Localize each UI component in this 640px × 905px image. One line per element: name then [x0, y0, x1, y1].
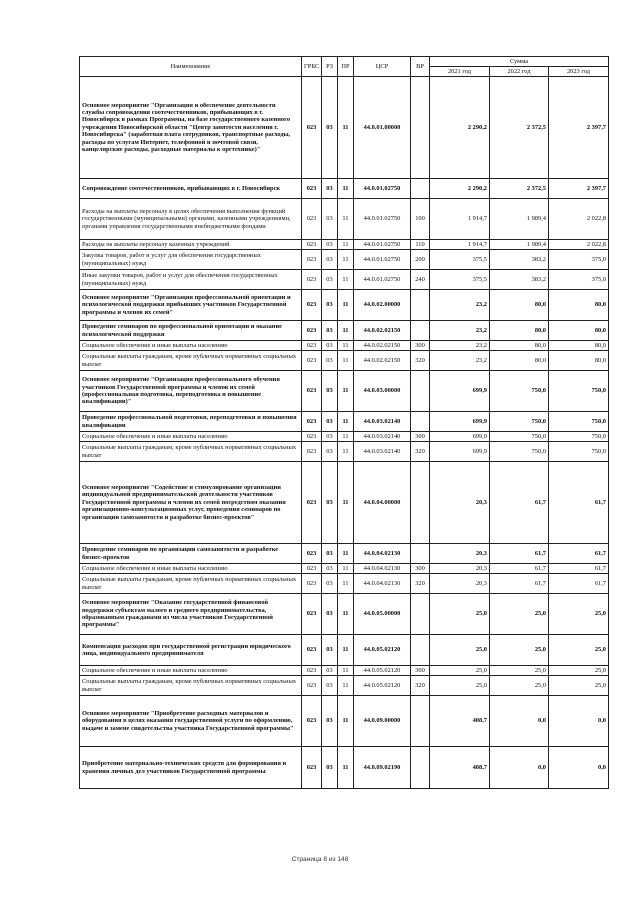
cell-rz: 03 — [322, 341, 338, 351]
cell-csr: 44.0.02.02150 — [354, 341, 411, 351]
cell-grbs: 023 — [302, 676, 322, 696]
cell-rz: 03 — [322, 696, 338, 747]
table-row — [80, 412, 609, 432]
cell-y2: 750,0 — [490, 442, 549, 462]
cell-grbs: 023 — [302, 594, 322, 635]
cell-name: Расходы на выплаты персоналу в целях обеспечения выполнения функций государственными (муниципальными) органами, казенными учреждениями, органами управления государственными внебюджетными фондами — [80, 199, 302, 240]
cell-pr: 11 — [338, 341, 354, 351]
cell-name: Иные закупки товаров, работ и услуг для обеспечения государственных (муниципальных) нужд — [80, 270, 302, 290]
cell-csr: 44.0.04.02130 — [354, 564, 411, 574]
cell-grbs: 023 — [302, 412, 322, 432]
cell-pr: 11 — [338, 290, 354, 321]
cell-y3: 61,7 — [549, 462, 609, 544]
cell-name: Социальное обеспечение и иные выплаты населению — [80, 666, 302, 676]
table-row — [80, 442, 609, 462]
table-row — [80, 341, 609, 351]
cell-csr: 44.0.05.02120 — [354, 666, 411, 676]
header-year-2023: 2023 год — [549, 67, 609, 77]
cell-grbs: 023 — [302, 666, 322, 676]
cell-y1: 2 290,2 — [430, 77, 490, 179]
cell-vr — [411, 696, 430, 747]
table-body — [80, 77, 609, 789]
cell-csr: 44.0.09.02190 — [354, 747, 411, 789]
cell-grbs: 023 — [302, 77, 322, 179]
cell-vr: 300 — [411, 341, 430, 351]
cell-y2: 2 372,5 — [490, 179, 549, 199]
cell-y1: 699,9 — [430, 412, 490, 432]
cell-rz: 03 — [322, 270, 338, 290]
cell-name: Социальное обеспечение и иные выплаты населению — [80, 432, 302, 442]
cell-vr — [411, 371, 430, 412]
header-csr: ЦСР — [354, 57, 411, 77]
cell-rz: 03 — [322, 635, 338, 666]
cell-y1: 20,3 — [430, 544, 490, 564]
cell-rz: 03 — [322, 594, 338, 635]
cell-grbs: 023 — [302, 199, 322, 240]
table-row — [80, 321, 609, 341]
cell-y2: 750,0 — [490, 432, 549, 442]
cell-vr: 320 — [411, 676, 430, 696]
cell-name: Основное мероприятие "Организация профессиональной ориентации и психологической поддержки прибывших участников Государственной программы и членов их семей" — [80, 290, 302, 321]
cell-y3: 61,7 — [549, 574, 609, 594]
cell-rz: 03 — [322, 442, 338, 462]
cell-grbs: 023 — [302, 544, 322, 564]
cell-name: Основное мероприятие "Организация профессионального обучения участников Государственной программы и членов их семей (профессиональная подготовка, переподготовка и повышение квалификации)" — [80, 371, 302, 412]
table-row — [80, 747, 609, 789]
cell-rz: 03 — [322, 676, 338, 696]
cell-y2: 750,0 — [490, 371, 549, 412]
cell-csr: 44.0.02.02150 — [354, 321, 411, 341]
cell-pr: 11 — [338, 635, 354, 666]
cell-pr: 11 — [338, 77, 354, 179]
cell-y3: 750,0 — [549, 371, 609, 412]
cell-vr: 110 — [411, 240, 430, 250]
cell-csr: 44.0.01.02750 — [354, 240, 411, 250]
cell-y2: 750,0 — [490, 412, 549, 432]
cell-name: Основное мероприятие "Приобретение расходных материалов и оборудования в целях оказания государственной услуги по оформлению, выдаче и замене свидетельства участника Государственной программы" — [80, 696, 302, 747]
table-row — [80, 240, 609, 250]
cell-y1: 20,3 — [430, 564, 490, 574]
header-year-2021: 2021 год — [430, 67, 490, 77]
table-row — [80, 250, 609, 270]
table-row — [80, 77, 609, 179]
cell-y3: 375,0 — [549, 270, 609, 290]
cell-y1: 25,0 — [430, 635, 490, 666]
cell-pr: 11 — [338, 432, 354, 442]
cell-rz: 03 — [322, 250, 338, 270]
cell-rz: 03 — [322, 199, 338, 240]
cell-name: Социальные выплаты гражданам, кроме публичных нормативных социальных выплат — [80, 676, 302, 696]
table-row — [80, 666, 609, 676]
cell-csr: 44.0.04.00000 — [354, 462, 411, 544]
cell-pr: 11 — [338, 270, 354, 290]
cell-grbs: 023 — [302, 432, 322, 442]
cell-csr: 44.0.04.02130 — [354, 544, 411, 564]
cell-grbs: 023 — [302, 290, 322, 321]
cell-y1: 375,5 — [430, 270, 490, 290]
cell-y1: 23,2 — [430, 351, 490, 371]
page-number: Страница 8 из 148 — [291, 856, 349, 863]
cell-grbs: 023 — [302, 696, 322, 747]
header-name: Наименование — [80, 57, 302, 77]
cell-y2: 80,0 — [490, 341, 549, 351]
cell-rz: 03 — [322, 564, 338, 574]
cell-name: Основное мероприятие "Организация и обеспечение деятельности службы сопровождения соотечественников, прибывающих в г. Новосибирск в рамках Программы, на базе государственного казенного учреждения Новосибирской области "Центр занятости населения г. Новосибирска" (заработная плата сотрудников, транспортные расходы, расходы по услугам Интернет, телефонной и почтовой связи, канцелярские расходы, расходные материалы к оргтехнике)" — [80, 77, 302, 179]
cell-csr: 44.0.04.02130 — [354, 574, 411, 594]
cell-y1: 25,0 — [430, 666, 490, 676]
cell-y1: 25,0 — [430, 594, 490, 635]
cell-vr — [411, 321, 430, 341]
cell-y2: 383,2 — [490, 270, 549, 290]
cell-y3: 80,0 — [549, 321, 609, 341]
cell-csr: 44.0.01.02750 — [354, 270, 411, 290]
cell-grbs: 023 — [302, 351, 322, 371]
table-row — [80, 179, 609, 199]
cell-y3: 2 397,7 — [549, 179, 609, 199]
cell-pr: 11 — [338, 412, 354, 432]
cell-pr: 11 — [338, 747, 354, 789]
cell-y3: 2 397,7 — [549, 77, 609, 179]
cell-vr — [411, 462, 430, 544]
cell-csr: 44.0.01.02750 — [354, 179, 411, 199]
cell-y2: 383,2 — [490, 250, 549, 270]
cell-y3: 61,7 — [549, 544, 609, 564]
cell-name: Расходы на выплаты персоналу казенных учреждений — [80, 240, 302, 250]
cell-y3: 750,0 — [549, 412, 609, 432]
cell-pr: 11 — [338, 544, 354, 564]
cell-csr: 44.0.03.02140 — [354, 412, 411, 432]
cell-y3: 25,0 — [549, 594, 609, 635]
cell-y1: 1 914,7 — [430, 240, 490, 250]
cell-y3: 2 022,8 — [549, 240, 609, 250]
cell-rz: 03 — [322, 462, 338, 544]
cell-name: Проведение профессиональной подготовки, переподготовки и повышения квалификации — [80, 412, 302, 432]
cell-vr: 300 — [411, 666, 430, 676]
cell-vr: 240 — [411, 270, 430, 290]
table-row — [80, 432, 609, 442]
cell-csr: 44.0.02.00000 — [354, 290, 411, 321]
cell-csr: 44.0.02.02150 — [354, 351, 411, 371]
cell-y2: 61,7 — [490, 544, 549, 564]
table-row — [80, 290, 609, 321]
cell-rz: 03 — [322, 747, 338, 789]
cell-name: Основное мероприятие "Содействие и стимулирование организации индивидуальной предпринимательской деятельности участников Государственной программы и членов их семей посредством оказания организационно-консультационных услуг, проведения семинаров по организации самозанятости и разработке бизнес-проектов" — [80, 462, 302, 544]
cell-y1: 375,5 — [430, 250, 490, 270]
cell-grbs: 023 — [302, 270, 322, 290]
cell-vr: 100 — [411, 199, 430, 240]
cell-csr: 44.0.01.02750 — [354, 199, 411, 240]
cell-pr: 11 — [338, 594, 354, 635]
cell-grbs: 023 — [302, 341, 322, 351]
cell-y1: 699,9 — [430, 432, 490, 442]
cell-rz: 03 — [322, 77, 338, 179]
cell-y1: 408,7 — [430, 747, 490, 789]
header-vr: ВР — [411, 57, 430, 77]
cell-y3: 80,0 — [549, 351, 609, 371]
cell-vr — [411, 412, 430, 432]
cell-y3: 61,7 — [549, 564, 609, 574]
table-row — [80, 574, 609, 594]
cell-y3: 0,0 — [549, 696, 609, 747]
cell-grbs: 023 — [302, 371, 322, 412]
cell-y1: 25,0 — [430, 676, 490, 696]
cell-rz: 03 — [322, 544, 338, 564]
cell-name: Социальное обеспечение и иные выплаты населению — [80, 564, 302, 574]
cell-name: Социальные выплаты гражданам, кроме публичных нормативных социальных выплат — [80, 442, 302, 462]
table-header — [80, 57, 609, 77]
cell-y3: 750,0 — [549, 442, 609, 462]
cell-y3: 25,0 — [549, 666, 609, 676]
table-row — [80, 351, 609, 371]
cell-y1: 699,9 — [430, 371, 490, 412]
cell-y2: 1 989,4 — [490, 199, 549, 240]
cell-rz: 03 — [322, 179, 338, 199]
budget-table — [79, 56, 609, 789]
cell-csr: 44.0.09.00000 — [354, 696, 411, 747]
cell-y1: 2 290,2 — [430, 179, 490, 199]
cell-y2: 0,0 — [490, 696, 549, 747]
cell-vr: 320 — [411, 574, 430, 594]
cell-pr: 11 — [338, 199, 354, 240]
cell-y2: 1 989,4 — [490, 240, 549, 250]
cell-y1: 699,9 — [430, 442, 490, 462]
cell-y3: 750,0 — [549, 432, 609, 442]
cell-y3: 25,0 — [549, 635, 609, 666]
cell-name: Социальные выплаты гражданам, кроме публичных нормативных социальных выплат — [80, 351, 302, 371]
cell-grbs: 023 — [302, 564, 322, 574]
cell-y2: 2 372,5 — [490, 77, 549, 179]
table-row — [80, 564, 609, 574]
table-row — [80, 696, 609, 747]
cell-y1: 20,3 — [430, 574, 490, 594]
cell-pr: 11 — [338, 442, 354, 462]
cell-grbs: 023 — [302, 747, 322, 789]
cell-name: Проведение семинаров по организации самозанятости и разработке бизнес-проектов — [80, 544, 302, 564]
cell-grbs: 023 — [302, 574, 322, 594]
cell-rz: 03 — [322, 240, 338, 250]
cell-name: Компенсация расходов при государственной регистрации юридического лица, индивидуального предпринимателя — [80, 635, 302, 666]
cell-csr: 44.0.01.00000 — [354, 77, 411, 179]
cell-y2: 25,0 — [490, 666, 549, 676]
cell-pr: 11 — [338, 250, 354, 270]
cell-y2: 25,0 — [490, 676, 549, 696]
cell-pr: 11 — [338, 666, 354, 676]
cell-pr: 11 — [338, 321, 354, 341]
cell-name: Социальные выплаты гражданам, кроме публичных нормативных социальных выплат — [80, 574, 302, 594]
cell-rz: 03 — [322, 321, 338, 341]
cell-name: Закупка товаров, работ и услуг для обеспечения государственных (муниципальных) нужд — [80, 250, 302, 270]
cell-rz: 03 — [322, 412, 338, 432]
cell-y2: 80,0 — [490, 321, 549, 341]
cell-y3: 25,0 — [549, 676, 609, 696]
cell-grbs: 023 — [302, 250, 322, 270]
table-row — [80, 635, 609, 666]
cell-rz: 03 — [322, 351, 338, 371]
cell-y2: 61,7 — [490, 462, 549, 544]
cell-rz: 03 — [322, 432, 338, 442]
table-row — [80, 199, 609, 240]
cell-y1: 23,2 — [430, 341, 490, 351]
cell-name: Социальное обеспечение и иные выплаты населению — [80, 341, 302, 351]
cell-vr: 320 — [411, 442, 430, 462]
cell-grbs: 023 — [302, 321, 322, 341]
cell-pr: 11 — [338, 371, 354, 412]
cell-y2: 80,0 — [490, 351, 549, 371]
cell-vr — [411, 544, 430, 564]
header-year-2022: 2022 год — [490, 67, 549, 77]
cell-y3: 375,0 — [549, 250, 609, 270]
table-row — [80, 676, 609, 696]
cell-y3: 2 022,8 — [549, 199, 609, 240]
cell-pr: 11 — [338, 676, 354, 696]
cell-csr: 44.0.03.00000 — [354, 371, 411, 412]
cell-pr: 11 — [338, 351, 354, 371]
header-grbs: ГРБС — [302, 57, 322, 77]
cell-y2: 61,7 — [490, 564, 549, 574]
cell-name: Приобретение материально-технических средств для формирования и хранения личных дел участников Государственной программы — [80, 747, 302, 789]
cell-y1: 408,7 — [430, 696, 490, 747]
cell-y3: 80,0 — [549, 290, 609, 321]
cell-vr: 320 — [411, 351, 430, 371]
header-pr: ПР — [338, 57, 354, 77]
table-row — [80, 594, 609, 635]
cell-rz: 03 — [322, 290, 338, 321]
cell-pr: 11 — [338, 574, 354, 594]
cell-y3: 0,0 — [549, 747, 609, 789]
header-sum: Сумма — [430, 57, 609, 67]
cell-vr — [411, 290, 430, 321]
cell-grbs: 023 — [302, 442, 322, 462]
cell-grbs: 023 — [302, 635, 322, 666]
cell-vr — [411, 179, 430, 199]
table-row — [80, 544, 609, 564]
cell-y3: 80,0 — [549, 341, 609, 351]
cell-vr: 200 — [411, 250, 430, 270]
cell-grbs: 023 — [302, 179, 322, 199]
cell-rz: 03 — [322, 574, 338, 594]
header-rz: РЗ — [322, 57, 338, 77]
cell-pr: 11 — [338, 564, 354, 574]
table-row — [80, 462, 609, 544]
cell-y1: 23,2 — [430, 321, 490, 341]
cell-pr: 11 — [338, 696, 354, 747]
cell-y1: 1 914,7 — [430, 199, 490, 240]
cell-csr: 44.0.01.02750 — [354, 250, 411, 270]
cell-grbs: 023 — [302, 240, 322, 250]
cell-rz: 03 — [322, 371, 338, 412]
cell-csr: 44.0.03.02140 — [354, 432, 411, 442]
cell-csr: 44.0.05.02120 — [354, 635, 411, 666]
cell-vr: 300 — [411, 432, 430, 442]
cell-vr — [411, 747, 430, 789]
cell-y2: 25,0 — [490, 635, 549, 666]
cell-csr: 44.0.05.00000 — [354, 594, 411, 635]
cell-y1: 23,2 — [430, 290, 490, 321]
cell-y2: 61,7 — [490, 574, 549, 594]
cell-pr: 11 — [338, 462, 354, 544]
cell-y2: 80,0 — [490, 290, 549, 321]
cell-vr — [411, 594, 430, 635]
cell-rz: 03 — [322, 666, 338, 676]
table-row — [80, 270, 609, 290]
cell-y1: 20,3 — [430, 462, 490, 544]
cell-pr: 11 — [338, 179, 354, 199]
cell-y2: 25,0 — [490, 594, 549, 635]
cell-vr: 300 — [411, 564, 430, 574]
table-row — [80, 371, 609, 412]
cell-vr — [411, 635, 430, 666]
cell-name: Сопровождение соотечественников, прибывающих в г. Новосибирск — [80, 179, 302, 199]
cell-csr: 44.0.03.02140 — [354, 442, 411, 462]
cell-name: Проведение семинаров по профессиональной ориентации и оказание психологической поддержки — [80, 321, 302, 341]
cell-vr — [411, 77, 430, 179]
cell-name: Основное мероприятие "Оказание государственной финансовой поддержки субъектам малого и среднего предпринимательства, образованным гражданами из числа участников Государственной программы" — [80, 594, 302, 635]
cell-pr: 11 — [338, 240, 354, 250]
cell-y2: 0,0 — [490, 747, 549, 789]
cell-grbs: 023 — [302, 462, 322, 544]
cell-csr: 44.0.05.02120 — [354, 676, 411, 696]
